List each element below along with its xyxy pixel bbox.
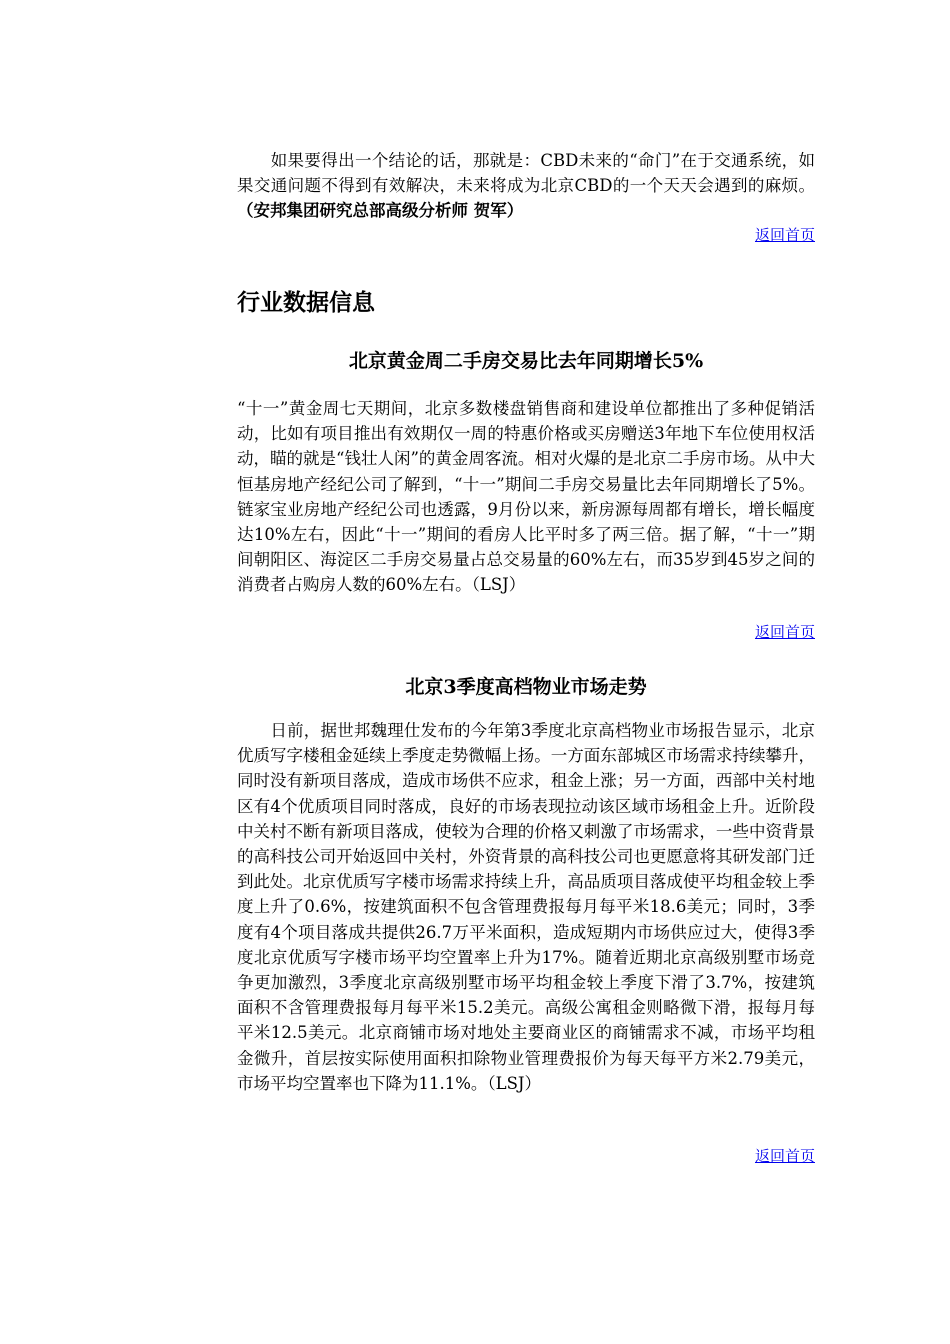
article-body-block — [237, 718, 815, 1096]
article-title: 北京黄金周二手房交易比去年同期增长5% — [348, 350, 704, 372]
article-body: “十一”黄金周七天期间，北京多数楼盘销售商和建设单位都推出了多种促销活动，比如有项目推出有效期仅一周的特惠价格或买房赠送3年地下车位使用权活动，瞄的就是“钱壮人闲”的黄金周客流。相对火爆的是北京二手房市场。从中大恒基房地产经纪公司了解到，“十一”期间二手房交易量比去年同期增长了5%。链家宝业房地产经纪公司也透露，9月份以来，新房源每周都有增长，增长幅度达10%左右，因此“十一”期间的看房人比平时多了两三倍。据了解，“十一”期间朝阳区、海淀区二手房交易量占总交易量的60%左右，而35岁到45岁之间的消费者占购房人数的60%左右。（LSJ） — [237, 399, 815, 595]
intro-signature: （安邦集团研究总部高级分析师 贺军） — [237, 201, 524, 221]
article-body-block — [237, 396, 815, 598]
article-body: 日前，据世邦魏理仕发布的今年第3季度北京高档物业市场报告显示，北京优质写字楼租金延续上季度走势微幅上扬。一方面东部城区市场需求持续攀升，同时没有新项目落成，造成市场供不应求，租金上涨；另一方面，西部中关村地区有4个优质项目同时落成，良好的市场表现拉动该区域市场租金上升。近阶段中关村不断有新项目落成，使较为合理的价格又刺激了市场需求，一些中资背景的高科技公司开始返回中关村，外资背景的高科技公司也更愿意将其研发部门迁到此处。北京优质写字楼市场需求持续上升，高品质项目落成使平均租金较上季度上升了0.6%，按建筑面积不包含管理费报每月每平米18.6美元；同时，3季度有4个项目落成共提供26.7万平米面积，造成短期内市场供应过大，使得3季度北京优质写字楼市场平均空置率上升为17%。随着近期北京高级别墅市场竞争更加激烈，3季度北京高级别墅市场平均租金较上季度下滑了3.7%，按建筑面积不含管理费报每月每平米15.2美元。高级公寓租金则略微下滑，报每月每平米12.5美元。北京商铺市场对地处主要商业区的商铺需求不减，市场平均租金微升，首层按实际使用面积扣除物业管理费报价为每天每平方米2.79美元，市场平均空置率也下降为11.1%。（LSJ） — [237, 721, 815, 1093]
back-to-home-link[interactable]: 返回首页 — [754, 623, 815, 641]
back-to-home-link[interactable]: 返回首页 — [754, 226, 815, 244]
article-title: 北京3季度高档物业市场走势 — [405, 676, 647, 698]
section-title: 行业数据信息 — [237, 290, 375, 316]
intro-paragraph — [237, 148, 815, 224]
intro-block — [237, 148, 815, 224]
intro-text: 如果要得出一个结论的话，那就是：CBD未来的“命门”在于交通系统，如果交通问题不得到有效解决，未来将成为北京CBD的一个天天会遇到的麻烦。 — [237, 151, 815, 196]
back-to-home-link[interactable]: 返回首页 — [754, 1147, 815, 1165]
